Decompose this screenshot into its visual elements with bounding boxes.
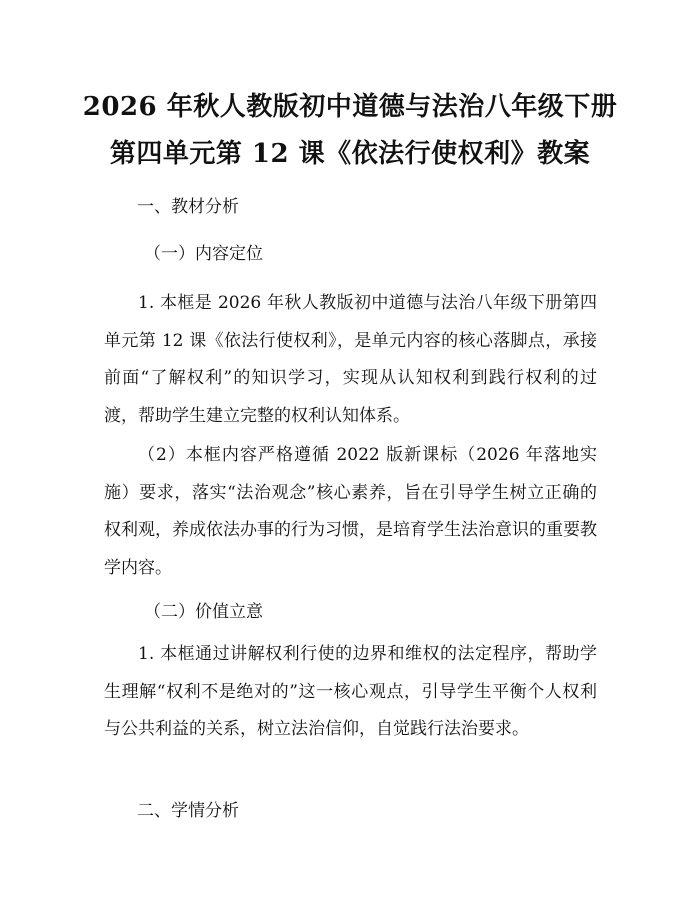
subsection-heading-content-positioning: （一）内容定位 [144, 244, 263, 264]
section-heading-textbook-analysis: 一、教材分析 [137, 197, 239, 217]
section-heading-student-analysis: 二、学情分析 [137, 801, 239, 821]
paragraph-value-orientation-1: 1. 本框通过讲解权利行使的边界和维权的法定程序，帮助学生理解“权利不是绝对的”这一核心观点，引导学生平衡个人权利与公共利益的关系，树立法治信仰，自觉践行法治要求。 [104, 644, 597, 739]
subsection-heading-value-orientation: （二）价值立意 [144, 602, 263, 622]
paragraph-content-positioning-1: 1. 本框是 2026 年秋人教版初中道德与法治八年级下册第四单元第 12 课《依法行使权利》，是单元内容的核心落脚点，承接前面“了解权利”的知识学习，实现从认知权利到践行权利的过渡，帮助学生建立完整的权利认知体系。 [104, 293, 597, 426]
document-title-line1: 2026 年秋人教版初中道德与法治八年级下册 [82, 92, 618, 122]
paragraph-content-positioning-2: （2）本框内容严格遵循 2022 版新课标（2026 年落地实施）要求，落实“法治观念”核心素养，旨在引导学生树立正确的权利观，养成依法办事的行为习惯，是培育学生法治意识的重要教学内容。 [104, 445, 597, 578]
document-title-line2: 第四单元第 12 课《依法行使权利》教案 [109, 139, 591, 169]
